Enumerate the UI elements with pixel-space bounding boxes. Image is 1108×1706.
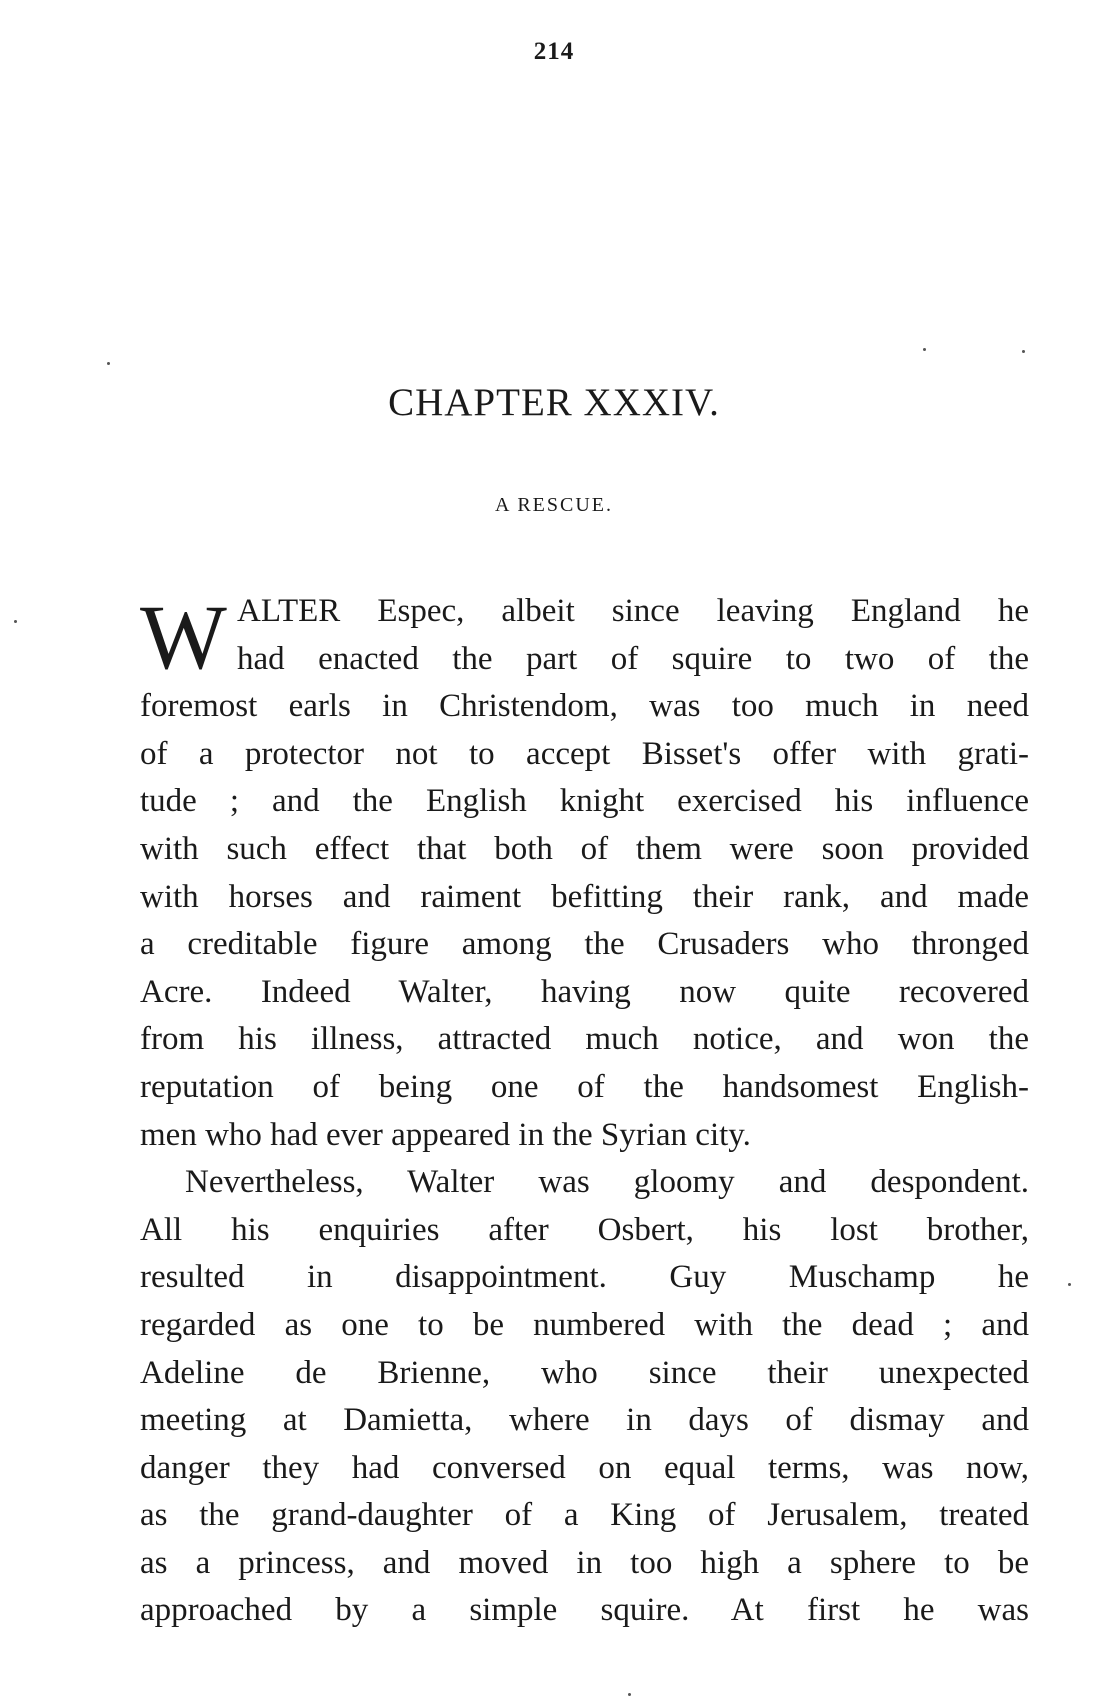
chapter-title: CHAPTER XXXIV. bbox=[388, 381, 720, 424]
text-line: tude ; and the English knight exercised his influence bbox=[140, 783, 1029, 820]
text-line: reputation of being one of the handsomest English- bbox=[140, 1068, 1029, 1105]
text-line: had enacted the part of squire to two of the bbox=[237, 640, 1029, 677]
text-line: Nevertheless, Walter was gloomy and despondent. bbox=[185, 1164, 1029, 1201]
text-line: with horses and raiment befitting their rank, and made bbox=[140, 878, 1029, 915]
text-line: Acre. Indeed Walter, having now quite recovered bbox=[140, 973, 1029, 1010]
text-line: from his illness, attracted much notice, and won the bbox=[140, 1021, 1029, 1058]
scan-speck bbox=[628, 1693, 631, 1696]
text-line: resulted in disappointment. Guy Muschamp he bbox=[140, 1259, 1029, 1296]
scan-speck bbox=[107, 362, 110, 365]
scan-speck bbox=[1068, 1283, 1071, 1286]
text-line: All his enquiries after Osbert, his lost brother, bbox=[140, 1211, 1029, 1248]
text-line: approached by a simple squire. At first he was bbox=[140, 1592, 1029, 1629]
text-line: with such effect that both of them were soon provided bbox=[140, 830, 1029, 867]
scan-speck bbox=[923, 348, 926, 351]
scan-speck bbox=[1022, 350, 1025, 353]
text-line: of a protector not to accept Bisset's offer with grati- bbox=[140, 735, 1029, 772]
text-line: Adeline de Brienne, who since their unexpected bbox=[140, 1354, 1029, 1391]
scan-speck bbox=[14, 620, 17, 623]
page-number: 214 bbox=[533, 38, 575, 65]
text-line: regarded as one to be numbered with the dead ; and bbox=[140, 1306, 1029, 1343]
body-text bbox=[140, 588, 1029, 1635]
text-line: as the grand-daughter of a King of Jerusalem, treated bbox=[140, 1497, 1029, 1534]
text-line: a creditable figure among the Crusaders who thronged bbox=[140, 926, 1029, 963]
text-line: danger they had conversed on equal terms, was now, bbox=[140, 1449, 1029, 1486]
drop-cap: W bbox=[140, 586, 227, 688]
text-line: as a princess, and moved in too high a sphere to be bbox=[140, 1544, 1029, 1581]
text-line: ALTER Espec, albeit since leaving England he bbox=[237, 593, 1029, 629]
text-line: meeting at Damietta, where in days of dismay and bbox=[140, 1402, 1029, 1439]
text-line: men who had ever appeared in the Syrian city. bbox=[140, 1116, 751, 1153]
text-line: foremost earls in Christendom, was too much in need bbox=[140, 688, 1029, 725]
chapter-subtitle: A RESCUE. bbox=[494, 494, 614, 516]
